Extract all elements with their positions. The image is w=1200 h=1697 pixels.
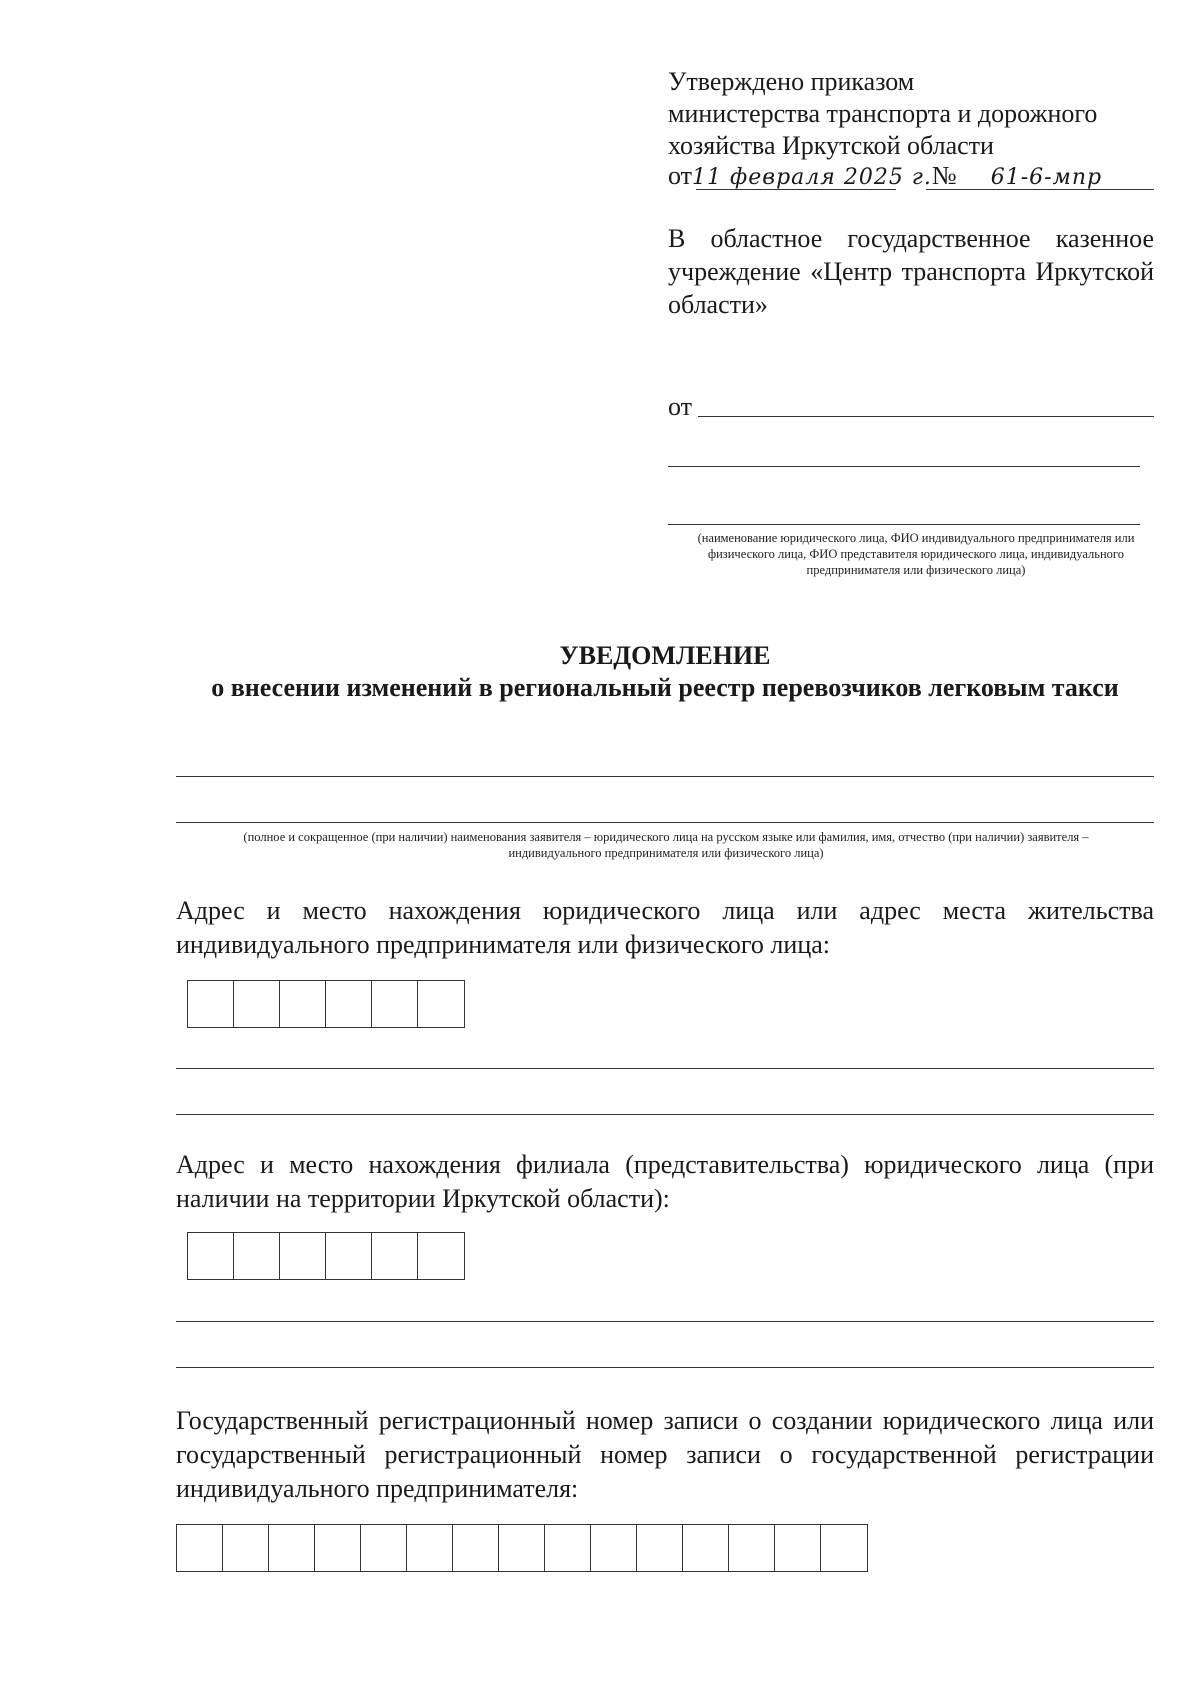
address-main-line-1[interactable] — [176, 1068, 1154, 1069]
approval-line-1: Утверждено приказом — [668, 67, 915, 96]
reg-number-cell[interactable] — [729, 1525, 775, 1571]
reg-number-cell[interactable] — [269, 1525, 315, 1571]
postal-code-cell[interactable] — [234, 981, 280, 1027]
reg-number-cell[interactable] — [637, 1525, 683, 1571]
number-underline — [926, 189, 1154, 190]
reg-number-cell[interactable] — [407, 1525, 453, 1571]
order-date-handwritten: 11 февраля 2025 г. — [692, 165, 932, 190]
reg-number-cell[interactable] — [775, 1525, 821, 1571]
reg-number-cell[interactable] — [315, 1525, 361, 1571]
reg-number-cell[interactable] — [361, 1525, 407, 1571]
reg-number-cell[interactable] — [453, 1525, 499, 1571]
postal-code-branch[interactable] — [187, 1232, 465, 1280]
address-main-line-2[interactable] — [176, 1114, 1154, 1115]
applicant-line-1[interactable] — [176, 776, 1154, 777]
reg-number-cell[interactable] — [821, 1525, 867, 1571]
postal-code-cell[interactable] — [418, 981, 464, 1027]
approval-line-3: хозяйства Иркутской области — [668, 131, 994, 160]
order-reference — [668, 160, 1154, 192]
address-main-label: Адрес и место нахождения юридического лица или адрес места жительства индивидуального предпринимателя или физического лица: — [176, 896, 1154, 959]
from-field[interactable] — [668, 393, 1154, 423]
reg-number-label: Государственный регистрационный номер записи о создании юридического лица или государственный регистрационный номер записи о государственной регистрации индивидуального предпринимателя: — [176, 1406, 1154, 1503]
reg-number-cell[interactable] — [545, 1525, 591, 1571]
postal-code-main[interactable] — [187, 980, 465, 1028]
postal-code-cell[interactable] — [418, 1233, 464, 1279]
order-number-label: № — [931, 161, 957, 190]
order-prefix: от — [668, 161, 693, 190]
postal-code-cell[interactable] — [326, 981, 372, 1027]
postal-code-cell[interactable] — [372, 1233, 418, 1279]
address-branch-line-2[interactable] — [176, 1367, 1154, 1368]
reg-number-cells[interactable] — [176, 1524, 868, 1572]
reg-number-cell[interactable] — [683, 1525, 729, 1571]
reg-number-cell[interactable] — [499, 1525, 545, 1571]
addressee-text: В областное государственное казенное учреждение «Центр транспорта Иркутской области» — [668, 224, 1154, 319]
postal-code-cell[interactable] — [234, 1233, 280, 1279]
applicant-caption: (полное и сокращенное (при наличии) наименования заявителя – юридического лица на русском языке или фамилия, имя, отчество (при наличии) заявителя – индивидуального предпринимателя или физического лица) — [243, 830, 1089, 860]
postal-code-cell[interactable] — [280, 1233, 326, 1279]
postal-code-cell[interactable] — [326, 1233, 372, 1279]
postal-code-cell[interactable] — [188, 981, 234, 1027]
postal-code-cell[interactable] — [188, 1233, 234, 1279]
reg-number-cell[interactable] — [177, 1525, 223, 1571]
address-branch-line-1[interactable] — [176, 1321, 1154, 1322]
addressee-caption: (наименование юридического лица, ФИО индивидуального предпринимателя или физического лица, ФИО представителя юридического лица, индивидуального предпринимателя или физического лица) — [697, 531, 1135, 577]
address-branch-label: Адрес и место нахождения филиала (представительства) юридического лица (при наличии на территории Иркутской области): — [176, 1150, 1154, 1213]
from-line-3[interactable] — [668, 524, 1140, 525]
reg-number-cell[interactable] — [223, 1525, 269, 1571]
date-underline — [696, 189, 896, 190]
postal-code-cell[interactable] — [372, 981, 418, 1027]
from-label: от — [668, 392, 693, 421]
document-title: УВЕДОМЛЕНИЕ — [559, 641, 771, 670]
reg-number-cell[interactable] — [591, 1525, 637, 1571]
postal-code-cell[interactable] — [280, 981, 326, 1027]
document-subtitle: о внесении изменений в региональный реестр перевозчиков легковым такси — [211, 673, 1119, 702]
approval-line-2: министерства транспорта и дорожного — [668, 99, 1098, 128]
applicant-line-2[interactable] — [176, 822, 1154, 823]
from-underline — [698, 416, 1154, 417]
order-number-handwritten: 61-6-мпр — [990, 165, 1103, 190]
from-line-2[interactable] — [668, 466, 1140, 467]
